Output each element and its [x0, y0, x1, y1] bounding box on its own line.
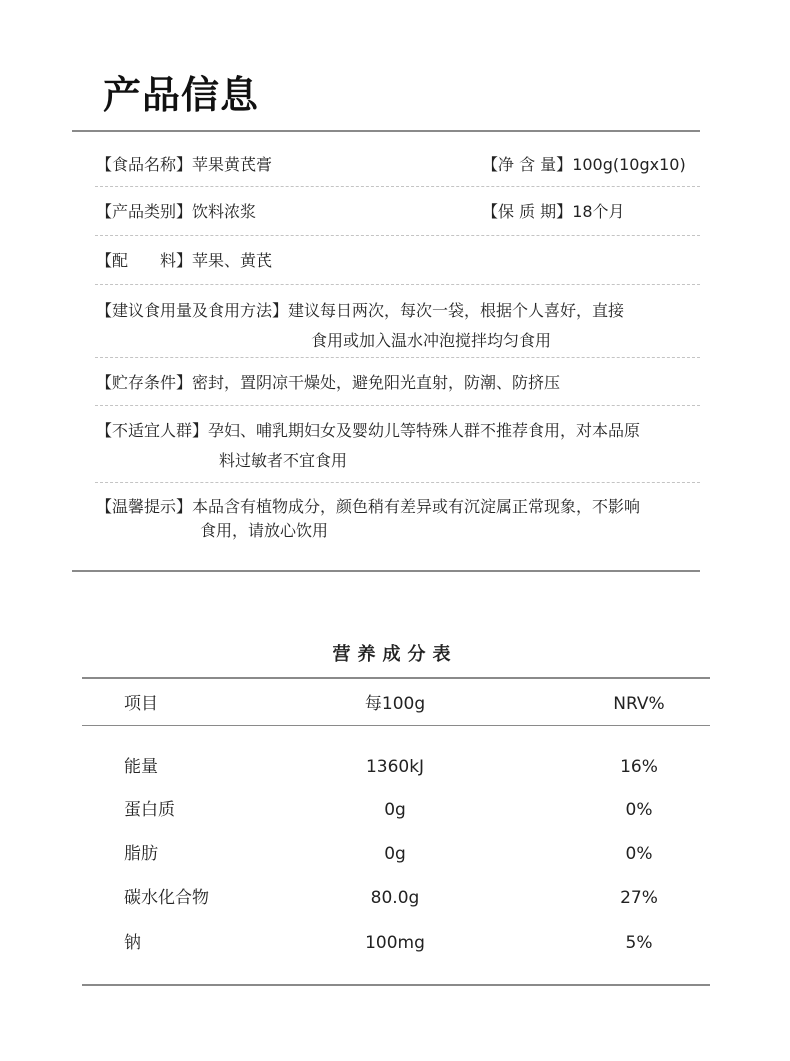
nutrient-amount: 1360kJ: [365, 757, 425, 777]
product-name-row: [96, 154, 272, 176]
tips-row: [96, 496, 640, 518]
nutrient-nrv: 0%: [625, 800, 653, 820]
title-divider: [72, 130, 700, 132]
ingredients-label: 【配 料】: [96, 251, 193, 270]
storage-value: 密封，置阴凉干燥处，避免阳光直射，防潮、防挤压: [192, 373, 561, 392]
nutrition-header-nrv: NRV%: [613, 694, 665, 714]
product-name-label: 【食品名称】: [96, 155, 193, 174]
nutrient-amount: 0g: [384, 844, 406, 864]
ingredients-value: 苹果、黄芪: [192, 251, 273, 270]
nutrient-nrv: 5%: [625, 933, 653, 953]
nutrient-nrv: 0%: [625, 844, 653, 864]
unsuitable-line-1: 孕妇、哺乳期妇女及婴幼儿等特殊人群不推荐食用，对本品原: [208, 421, 641, 440]
nutrient-name: 蛋白质: [124, 800, 175, 820]
category-label: 【产品类别】: [96, 202, 193, 221]
nutrition-header-rule: [82, 725, 710, 726]
unsuitable-row: [96, 420, 640, 442]
ingredients-row: [96, 250, 272, 272]
net-content-label: 【净 含 量】: [482, 155, 573, 174]
storage-row: [96, 372, 560, 394]
row-divider: [95, 357, 700, 358]
storage-label: 【贮存条件】: [96, 373, 193, 392]
nutrient-nrv: 27%: [620, 888, 658, 908]
row-divider: [95, 186, 700, 187]
shelf-life-value: 18个月: [572, 202, 625, 221]
usage-label: 【建议食用量及食用方法】: [96, 301, 289, 320]
tips-line-2: 食用，请放心饮用: [200, 521, 329, 540]
info-bottom-divider: [72, 570, 700, 572]
nutrient-name: 能量: [124, 757, 158, 777]
row-divider: [95, 235, 700, 236]
nutrient-name: 碳水化合物: [124, 888, 209, 908]
usage-line-2: 食用或加入温水冲泡搅拌均匀食用: [311, 331, 552, 350]
product-name-value: 苹果黄芪膏: [192, 155, 273, 174]
shelf-life-label: 【保 质 期】: [482, 202, 573, 221]
nutrient-nrv: 16%: [620, 757, 658, 777]
tips-label: 【温馨提示】: [96, 497, 193, 516]
category-row: [96, 201, 256, 223]
nutrient-amount: 100mg: [365, 933, 425, 953]
page-title: 产品信息: [103, 73, 260, 117]
net-content-value: 100g(10gx10): [572, 155, 686, 174]
usage-row: [96, 300, 624, 322]
row-divider: [95, 405, 700, 406]
category-value: 饮料浓浆: [192, 202, 257, 221]
nutrient-name: 钠: [124, 933, 141, 953]
tips-line-1: 本品含有植物成分，颜色稍有差异或有沉淀属正常现象，不影响: [192, 497, 641, 516]
usage-line-1: 建议每日两次，每次一袋，根据个人喜好，直接: [288, 301, 625, 320]
unsuitable-label: 【不适宜人群】: [96, 421, 209, 440]
nutrition-bottom-rule: [82, 984, 710, 986]
nutrition-title: 营养成分表: [332, 644, 458, 665]
row-divider: [95, 482, 700, 483]
nutrition-header-item: 项目: [124, 694, 158, 714]
nutrition-header-per100g: 每100g: [364, 694, 426, 714]
unsuitable-line-2: 料过敏者不宜食用: [219, 451, 348, 470]
nutrition-top-rule: [82, 677, 710, 679]
net-content-row: [482, 154, 686, 176]
nutrient-name: 脂肪: [124, 844, 158, 864]
nutrient-amount: 0g: [384, 800, 406, 820]
shelf-life-row: [482, 201, 625, 223]
nutrient-amount: 80.0g: [370, 888, 420, 908]
row-divider: [95, 284, 700, 285]
